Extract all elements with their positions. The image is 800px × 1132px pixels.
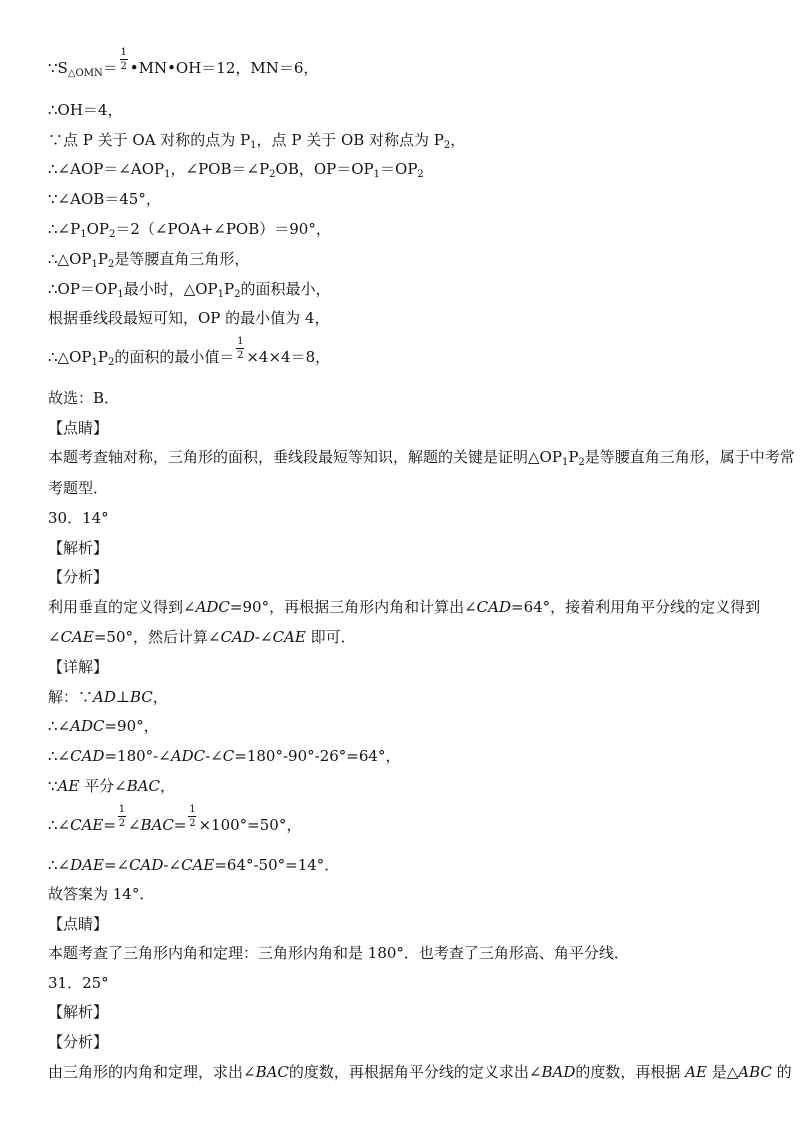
problem-31-title: 31．25° bbox=[48, 974, 109, 992]
fenxi-30-line1: 利用垂直的定义得到∠ADC=90°，再根据三角形内角和计算出∠CAD=64°，接着利用角平分线的定义得到 bbox=[48, 598, 761, 616]
comment-29-line2: 考题型． bbox=[48, 479, 109, 497]
answer-29: 故选：B． bbox=[48, 389, 120, 407]
line-isosceles: $\therefore\triangle OP_1P_2$是等腰直角三角形， bbox=[48, 250, 250, 270]
fenxi-header-31: 【分析】 bbox=[48, 1033, 109, 1051]
fraction-half: $\frac{1}{2}$ bbox=[118, 804, 126, 829]
analysis-header-30: 【解析】 bbox=[48, 539, 109, 557]
line-angle-equalities: $\therefore\angle AOP=\angle AOP_1$，$\angle POB=\angle P_2OB$，$OP=OP_1=OP_2$ bbox=[48, 160, 424, 180]
detail-30-line4: ∵AE 平分∠BAC， bbox=[48, 777, 176, 795]
detail-30-line3: ∴∠CAD=180°-∠ADC-∠C=180°-90°-26°=64°， bbox=[48, 747, 401, 765]
detail-30-line5: ∴∠CAE= $\frac{1}{2}$ ∠BAC= $\frac{1}{2}$ ×100°=50°， bbox=[48, 804, 302, 834]
detail-30-line1: 解：∵AD⊥BC， bbox=[48, 688, 168, 706]
line-p1op2: $\therefore\angle P_1OP_2=2(\angle POA+\angle POB)=90^\circ$， bbox=[48, 220, 331, 240]
fenxi-header-30: 【分析】 bbox=[48, 568, 109, 586]
fraction-half: $\frac{1}{2}$ bbox=[189, 804, 196, 829]
line-min-area-value: $\therefore\triangle OP_1P_2$的面积的最小值＝ $\frac{1}{2}$ ×4×4＝8， bbox=[48, 336, 331, 368]
comment-29-line1: 本题考查轴对称，三角形的面积，垂线段最短等知识，解题的关键是证明$\triangle OP_1P_2$是等腰直角三角形，属于中考常 bbox=[48, 448, 795, 468]
fenxi-30-line2: ∠CAE=50°，然后计算∠CAD-∠CAE 即可． bbox=[48, 628, 356, 646]
comment-header-30: 【点睛】 bbox=[48, 915, 109, 933]
line-area-omn: $\because S_{\triangle OMN}=$ $\frac{1}{2}$ •MN•OH＝12，MN＝6， bbox=[48, 47, 319, 79]
answer-30: 故答案为 14°． bbox=[48, 885, 155, 903]
comment-header-29: 【点睛】 bbox=[48, 419, 109, 437]
line-oh: ∴OH＝4， bbox=[48, 101, 123, 119]
line-aob: ∵∠AOB＝45°， bbox=[48, 190, 161, 208]
fenxi-31-line1: 由三角形的内角和定理，求出∠BAC的度数，再根据角平分线的定义求出∠BAD的度数，再根据 AE 是△ABC 的 bbox=[48, 1063, 792, 1081]
analysis-header-31: 【解析】 bbox=[48, 1003, 109, 1021]
detail-header-30: 【详解】 bbox=[48, 658, 109, 676]
line-min-area: $\therefore OP=OP_1$最小时，$\triangle OP_1P_2$的面积最小， bbox=[48, 280, 331, 300]
line-symmetric-points: ∵点 P 关于 OA 对称的点为 $P_1$，点 P 关于 OB 对称点为 $P_2$， bbox=[48, 131, 466, 151]
detail-30-line6: ∴∠DAE=∠CAD-∠CAE=64°-50°=14°． bbox=[48, 856, 340, 874]
detail-30-line2: ∴∠ADC=90°， bbox=[48, 717, 159, 735]
fraction-half: $\frac{1}{2}$ bbox=[120, 47, 127, 72]
comment-30: 本题考查了三角形内角和定理：三角形内角和是 180°．也考查了三角形高、角平分线． bbox=[48, 944, 629, 962]
fraction-half: $\frac{1}{2}$ bbox=[237, 336, 244, 361]
problem-30-title: 30．14° bbox=[48, 509, 109, 527]
line-perpendicular: 根据垂线段最短可知，OP 的最小值为 4， bbox=[48, 309, 330, 327]
